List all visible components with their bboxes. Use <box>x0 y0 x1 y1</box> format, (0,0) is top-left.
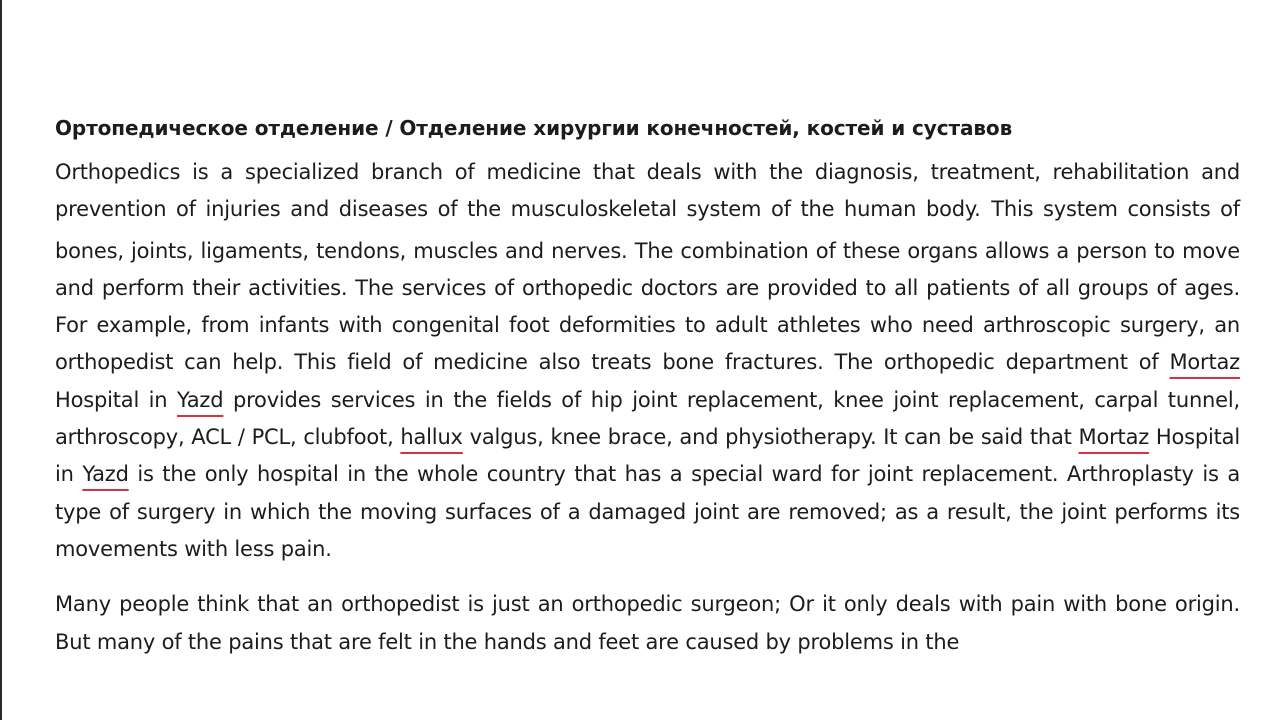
section-heading: Ортопедическое отделение / Отделение хирургии конечностей, костей и суставов <box>55 116 1013 140</box>
misspelled-word-yazd-2[interactable]: Yazd <box>82 462 129 487</box>
p1-text-4: provides services in the fields of hip joint replacement, knee joint replacement, carpal tunnel, arthroscopy, ACL / PCL, clubfoot, <box>55 387 1240 450</box>
misspelled-word-mortaz[interactable]: Mortaz <box>1169 350 1240 375</box>
p1-text-7: is the only hospital in the whole country that has a special ward for joint replacement. Arthroplasty is a type of surgery in which the moving surfaces of a damaged joint are removed; as a result, the joint performs its movements with less pain. <box>55 462 1240 561</box>
paragraph-2: Many people think that an orthopedist is just an orthopedic surgeon; Or it only deals with pain with bone origin. But many of the pains that are felt in the hands and feet are caused by problems in the <box>55 592 1240 654</box>
paragraph-1 <box>55 154 1240 568</box>
p1-text-2: This system consists of bones, joints, ligaments, tendons, muscles and nerves. The combination of these organs allows a person to move and perform their activities. The services of orthopedic doctors are provided to all patients of all groups of ages. For example, from infants with congenital foot deformities to adult athletes who need arthroscopic surgery, an orthopedist can help. This field of medicine also treats bone fractures. The orthopedic department of <box>55 197 1240 375</box>
misspelled-word-mortaz-2[interactable]: Mortaz <box>1078 425 1150 450</box>
p1-text-5: valgus, knee brace, and physiotherapy. It can be said that <box>462 425 1079 450</box>
p1-text-3: Hospital in <box>55 387 177 412</box>
misspelled-word-hallux[interactable]: hallux <box>400 425 463 450</box>
misspelled-word-yazd[interactable]: Yazd <box>177 387 224 412</box>
p1-text-6: Hospital in <box>55 425 1240 487</box>
p1-text-1: Orthopedics is a specialized branch of medicine that deals with the diagnosis, treatment, rehabilitation and prevention of injuries and diseases of the musculoskeletal system of the human body. <box>55 160 1240 222</box>
document-body[interactable] <box>55 112 1240 679</box>
